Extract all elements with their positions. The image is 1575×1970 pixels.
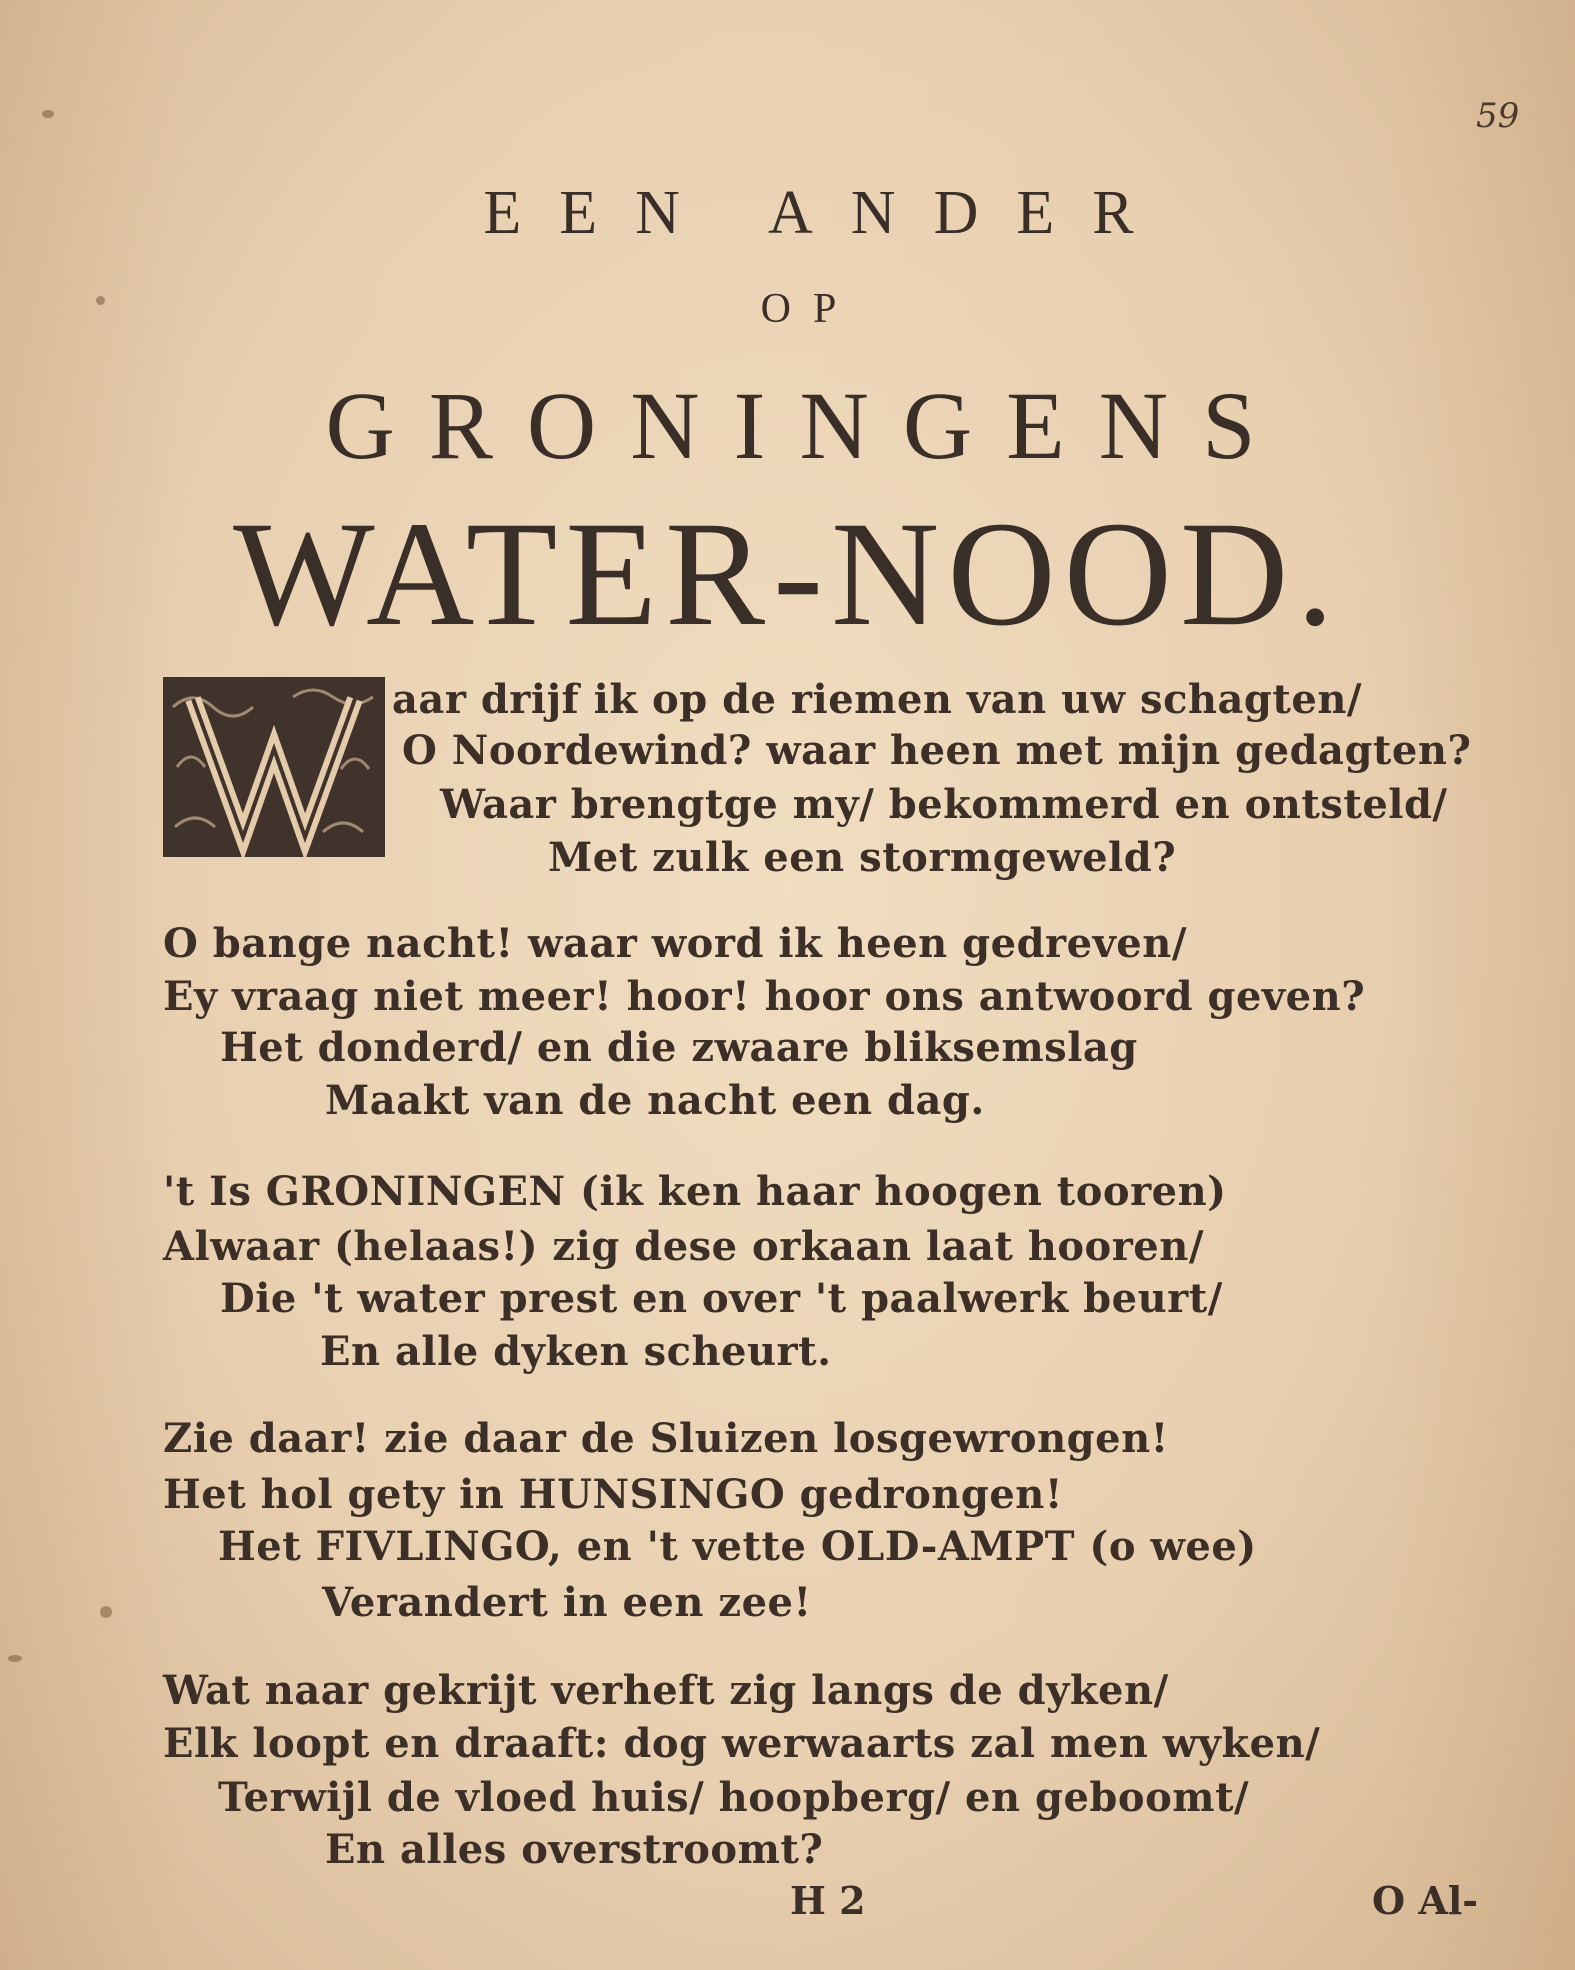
signature-mark: H 2 [790, 1878, 866, 1923]
decorative-initial-w [163, 677, 385, 857]
title-line-2: OP [760, 286, 859, 332]
verse-line: Het FIVLINGO, en 't vette OLD-AMPT (o wee) [218, 1523, 1257, 1570]
verse-line: Het hol gety in HUNSINGO gedrongen! [163, 1471, 1063, 1518]
page-number: 59 [1476, 96, 1520, 136]
verse-line: Die 't water prest en over 't paalwerk beurt/ [220, 1275, 1223, 1322]
verse-line: Het donderd/ en die zwaare bliksemslag [220, 1024, 1138, 1071]
ink-spot [8, 1655, 22, 1662]
verse-line: O bange nacht! waar word ik heen gedreven/ [163, 920, 1187, 967]
verse-line: Ey vraag niet meer! hoor! hoor ons antwoord geven? [163, 973, 1366, 1020]
verse-line: Maakt van de nacht een dag. [325, 1077, 985, 1124]
verse-line: En alles overstroomt? [325, 1826, 824, 1873]
verse-line: Waar brengtge my/ bekommerd en ontsteld/ [440, 781, 1448, 828]
verse-line: Zie daar! zie daar de Sluizen losgewrongen! [163, 1415, 1169, 1462]
catchword: O Al- [1372, 1878, 1479, 1923]
verse-line: Met zulk een stormgeweld? [548, 834, 1177, 881]
verse-line: En alle dyken scheurt. [320, 1328, 832, 1375]
verse-line: aar drijf ik op de riemen van uw schagten/ [392, 676, 1363, 723]
title-line-3: GRONINGENS [325, 372, 1290, 479]
ink-spot [100, 1606, 112, 1618]
verse-line: Wat naar gekrijt verheft zig langs de dyken/ [163, 1667, 1169, 1714]
verse-line: Verandert in een zee! [322, 1579, 812, 1626]
verse-line: O Noordewind? waar heen met mijn gedagten? [402, 727, 1472, 774]
verse-line: Elk loopt en draaft: dog werwaarts zal men wyken/ [163, 1720, 1321, 1767]
ink-spot [42, 110, 54, 118]
verse-line: 't Is GRONINGEN (ik ken haar hoogen tooren) [163, 1168, 1227, 1215]
title-line-1: EEN ANDER [483, 179, 1172, 247]
title-line-4: WATER-NOOD. [233, 491, 1342, 657]
verse-line: Terwijl de vloed huis/ hoopberg/ en geboomt/ [218, 1774, 1250, 1821]
verse-line: Alwaar (helaas!) zig dese orkaan laat hooren/ [163, 1223, 1204, 1270]
